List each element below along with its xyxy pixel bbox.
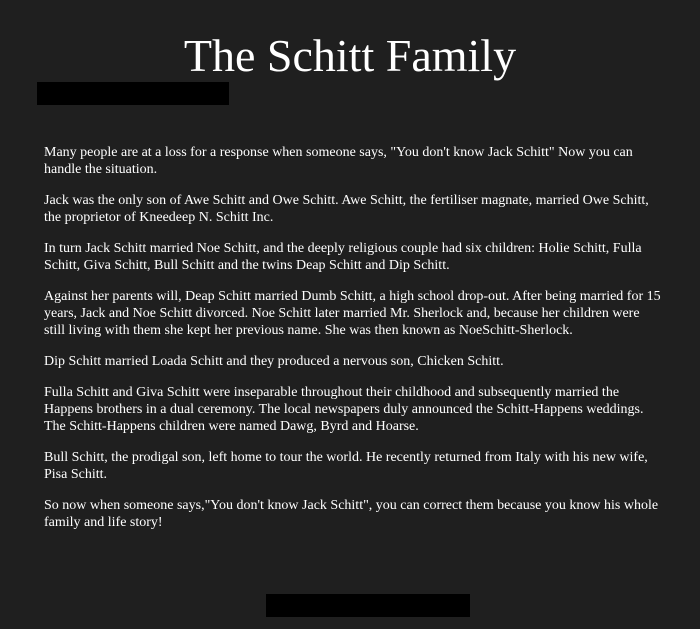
redaction-bar-top — [37, 82, 229, 105]
paragraph-children: In turn Jack Schitt married Noe Schitt, and the deeply religious couple had six children: Holie Schitt, Fulla Schitt, Giva Schitt, Bull Schitt and the twins Deap Schitt and Dip Schitt. — [44, 241, 642, 273]
page-title: The Schitt Family — [183, 30, 517, 81]
redaction-bar-bottom — [266, 594, 470, 617]
paragraph-jack-parents: Jack was the only son of Awe Schitt and Owe Schitt. Awe Schitt, the fertiliser magnate, married Owe Schitt, the proprietor of Kneedeep N. Schitt Inc. — [44, 193, 649, 225]
paragraph-conclusion: So now when someone says,"You don't know Jack Schitt", you can correct them because you know his whole family and life story! — [44, 498, 659, 530]
paragraph-bull: Bull Schitt, the prodigal son, left home to tour the world. He recently returned from Italy with his new wife, Pisa Schitt. — [44, 450, 648, 482]
paragraph-deap-marriage: Against her parents will, Deap Schitt married Dumb Schitt, a high school drop-out. After being married for 15 years, Jack and Noe Schitt divorced. Noe Schitt later married Mr. Sherlock and, because her children were still living with them she kept her previous name. She was then known as NoeSchitt-Sherlock. — [44, 289, 661, 338]
document-body — [44, 144, 664, 545]
paragraph-fulla-giva: Fulla Schitt and Giva Schitt were inseparable throughout their childhood and subsequently married the Happens brothers in a dual ceremony. The local newspapers duly announced the Schitt-Happens weddings. The Schitt-Happens children were named Dawg, Byrd and Hoarse. — [44, 385, 644, 434]
paragraph-dip-marriage: Dip Schitt married Loada Schitt and they produced a nervous son, Chicken Schitt. — [44, 354, 504, 369]
paragraph-intro: Many people are at a loss for a response when someone says, "You don't know Jack Schitt" Now you can handle the situation. — [44, 145, 633, 177]
